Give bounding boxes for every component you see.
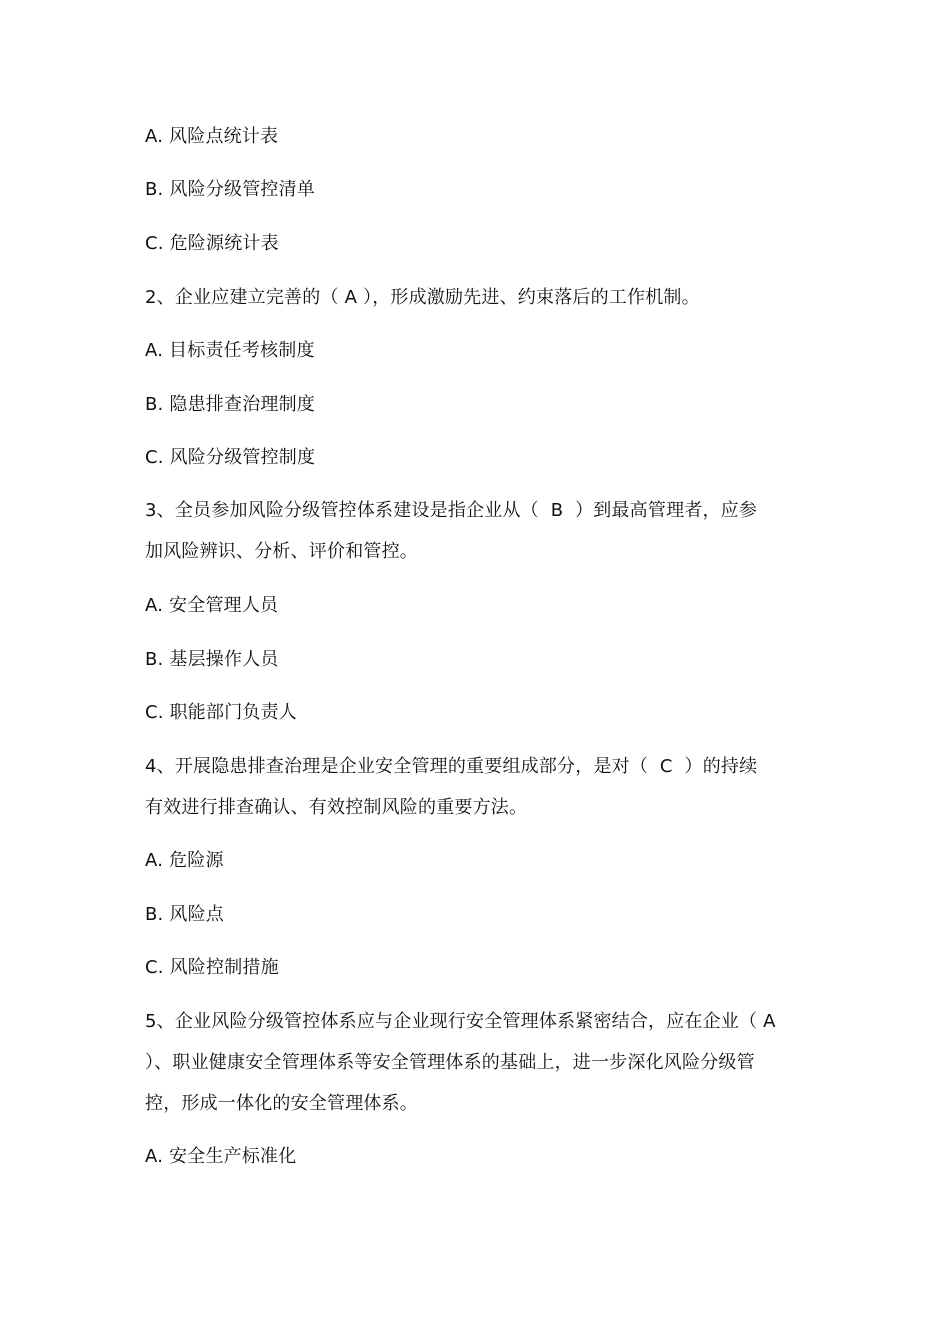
option-line: C. 职能部门负责人 [145, 702, 298, 723]
option-line: B. 风险点 [145, 904, 224, 925]
option-line: A. 风险点统计表 [145, 126, 279, 147]
option-line: B. 基层操作人员 [145, 649, 279, 670]
option-line: A. 安全管理人员 [145, 595, 279, 616]
option-line: B. 风险分级管控清单 [145, 179, 315, 200]
question-line: 4、开展隐患排查治理是企业安全管理的重要组成部分，是对（ C ）的持续 [145, 756, 758, 777]
option-line: A. 危险源 [145, 850, 224, 871]
option-line: C. 风险分级管控制度 [145, 447, 316, 468]
question-line: 5、企业风险分级管控体系应与企业现行安全管理体系紧密结合，应在企业（ A [145, 1011, 776, 1032]
question-line: 3、全员参加风险分级管控体系建设是指企业从（ B ）到最高管理者，应参 [145, 500, 758, 521]
question-line: 2、企业应建立完善的（ A ），形成激励先进、约束落后的工作机制。 [145, 287, 700, 308]
question-line: 控，形成一体化的安全管理体系。 [145, 1093, 418, 1114]
option-line: A. 目标责任考核制度 [145, 340, 315, 361]
question-line: 有效进行排查确认、有效控制风险的重要方法。 [145, 797, 528, 818]
question-line: 加风险辨识、分析、评价和管控。 [145, 541, 418, 562]
option-line: C. 风险控制措施 [145, 957, 279, 978]
option-line: C. 危险源统计表 [145, 233, 279, 254]
option-line: B. 隐患排查治理制度 [145, 394, 315, 415]
option-line: A. 安全生产标准化 [145, 1146, 297, 1167]
question-line: ）、职业健康安全管理体系等安全管理体系的基础上，进一步深化风险分级管 [145, 1052, 755, 1073]
